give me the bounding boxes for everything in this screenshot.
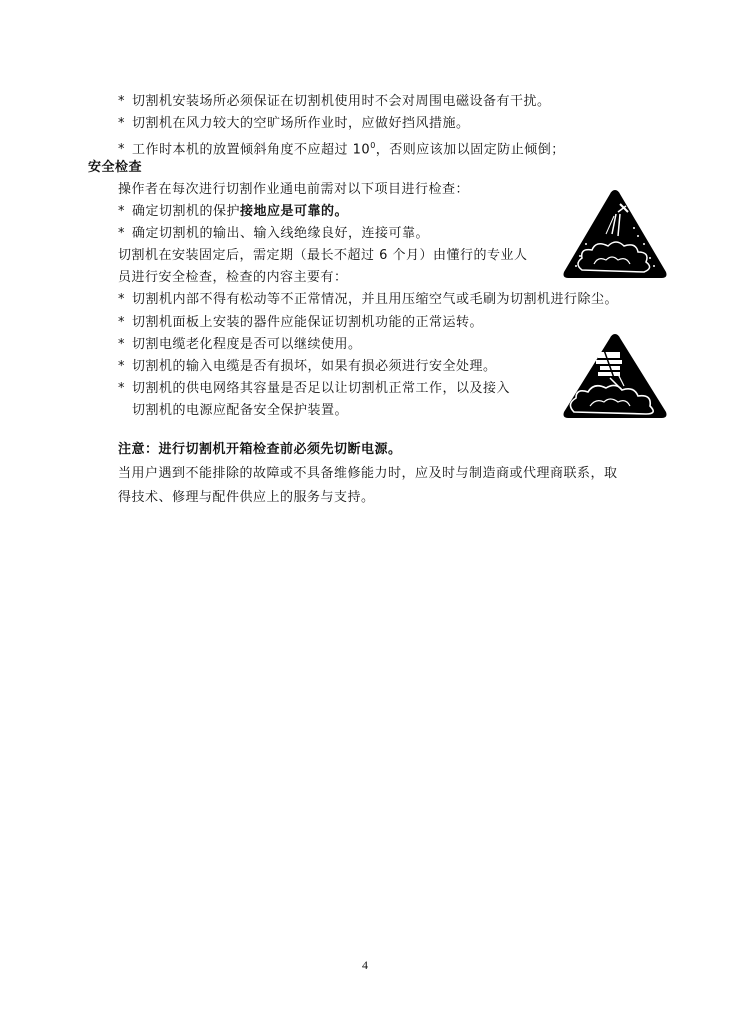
bullet-star: * [118, 359, 125, 374]
bullet-star: * [118, 116, 125, 131]
periodic-line-1: 切割机在安装固定后，需定期（最长不超过 6 个月）由懂行的专业人 [118, 248, 528, 263]
contact-line-1: 当用户遇到不能排除的故障或不具备维修能力时，应及时与制造商或代理商联系，取 [118, 466, 618, 481]
bullet-text: 切割电缆老化程度是否可以继续使用。 [132, 337, 362, 352]
fumes-warning-icon [560, 330, 670, 422]
bullet-star: * [118, 204, 125, 219]
periodic-check-input-cable [118, 357, 497, 377]
spark-warning-icon [560, 186, 670, 282]
bullet-tilt [118, 136, 565, 160]
check-grounding [118, 202, 348, 222]
bullet-text: 切割机的供电网络其容量是否足以让切割机正常工作，以及接入 [132, 381, 511, 396]
contact-line-2: 得技术、修理与配件供应上的服务与支持。 [118, 490, 375, 505]
bullet-text: 切割机的输入电缆是否有损坏，如果有损必须进行安全处理。 [132, 359, 497, 374]
periodic-check-panel [118, 313, 483, 333]
bullet-text: 切割机在风力较大的空旷场所作业时，应做好挡风措施。 [132, 116, 470, 131]
bullet-star: * [118, 315, 125, 330]
periodic-line-2: 员进行安全检查，检查的内容主要有： [118, 270, 348, 285]
periodic-check-dust [118, 290, 618, 310]
bullet-star: * [118, 337, 125, 352]
check-intro: 操作者在每次进行切割作业通电前需对以下项目进行检查： [118, 182, 470, 197]
bullet-text: 切割机安装场所必须保证在切割机使用时不会对周围电磁设备有干扰。 [132, 94, 551, 109]
bullet-text: 切割机内部不得有松动等不正常情况，并且用压缩空气或毛刷为切割机进行除尘。 [132, 292, 619, 307]
bullet-text-after: ，否则应该加以固定防止倾倒； [375, 142, 565, 158]
bullet-text: 工作时本机的放置倾斜角度不应超过 10 [132, 142, 371, 158]
bullet-text: 确定切割机的保护 [132, 204, 241, 219]
bullet-em-interference [118, 92, 551, 112]
periodic-check-cable-aging [118, 335, 362, 355]
degree-superscript: 0 [370, 141, 376, 150]
bullet-star: * [118, 292, 125, 307]
bullet-star: * [118, 226, 125, 241]
bullet-text: 确定切割机的输出、输入线绝缘良好，连接可靠。 [132, 226, 430, 241]
bullet-star: * [118, 381, 125, 396]
check-insulation [118, 224, 429, 244]
page-number: 4 [362, 958, 368, 972]
bullet-star: * [118, 142, 125, 158]
bullet-wind [118, 114, 470, 134]
periodic-check-cont: 切割机的电源应配备安全保护装置。 [132, 403, 349, 418]
section-heading: 安全检查 [88, 160, 143, 175]
note-power-off: 注意：进行切割机开箱检查前必须先切断电源。 [118, 442, 402, 457]
periodic-check-power-grid [118, 379, 510, 399]
bullet-bold-text: 接地应是可靠的。 [240, 204, 349, 219]
bullet-text: 切割机面板上安装的器件应能保证切割机功能的正常运转。 [132, 315, 484, 330]
bullet-star: * [118, 94, 125, 109]
